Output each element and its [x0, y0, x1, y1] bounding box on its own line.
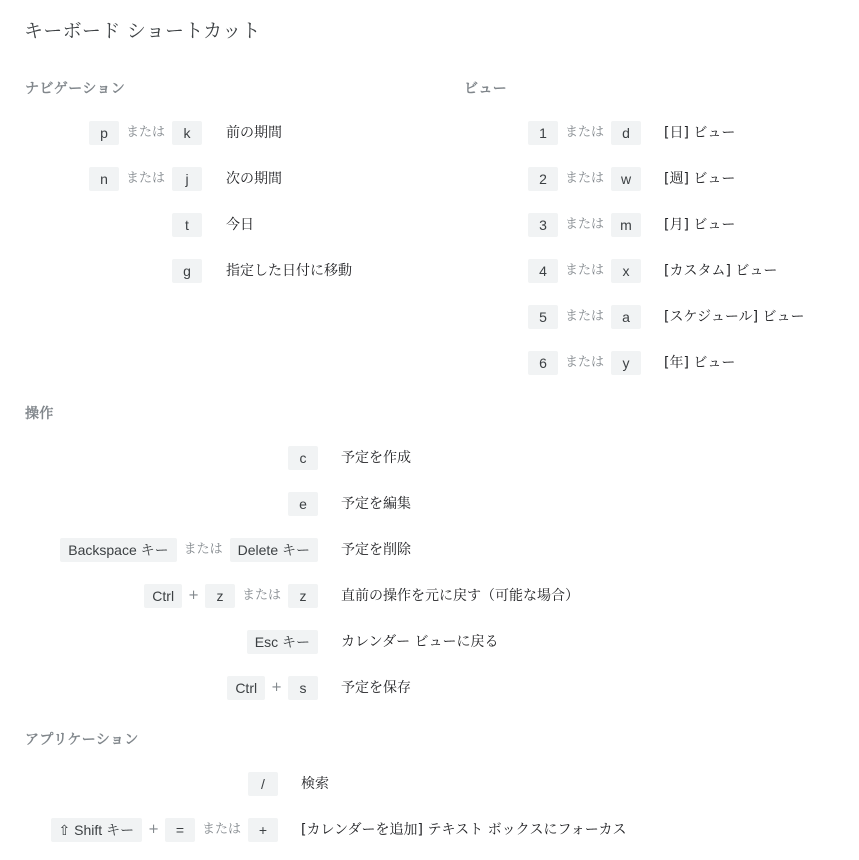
key-4: 4 [528, 259, 558, 283]
shortcut-row-year-view [440, 351, 859, 375]
key-e: e [288, 492, 318, 516]
key-m: m [611, 213, 641, 237]
shortcut-description: 予定を削除 [341, 542, 411, 558]
key-ctrl: Ctrl [144, 584, 182, 608]
key-t: t [172, 213, 202, 237]
shortcut-description: 検索 [301, 776, 329, 792]
key-x: x [611, 259, 641, 283]
key-j: j [172, 167, 202, 191]
shortcut-description: [カスタム] ビュー [664, 263, 778, 279]
or-separator: または [125, 125, 165, 140]
or-separator: または [183, 542, 223, 557]
shortcut-description: 指定した日付に移動 [226, 263, 352, 279]
shortcut-description: 予定を作成 [341, 450, 411, 466]
key-delete: Delete キー [230, 538, 318, 562]
shortcut-description: 予定を編集 [341, 496, 411, 512]
plus-separator: + [271, 680, 282, 695]
shortcut-row-schedule-view [440, 305, 859, 329]
key-3: 3 [528, 213, 558, 237]
shortcut-row-week-view [440, 167, 859, 191]
actions-section-heading: 操作 [25, 406, 54, 422]
key-backspace: Backspace キー [60, 538, 176, 562]
key-s: s [288, 676, 318, 700]
key-g: g [172, 259, 202, 283]
key-5: 5 [528, 305, 558, 329]
or-separator: または [564, 263, 604, 278]
key-k: k [172, 121, 202, 145]
shortcut-row-focus-add-calendar [0, 818, 859, 842]
shortcut-description: [スケジュール] ビュー [664, 309, 805, 325]
shortcut-row-month-view [440, 213, 859, 237]
plus-separator: + [148, 822, 159, 837]
key-w: w [611, 167, 641, 191]
shortcut-description: [月] ビュー [664, 217, 736, 233]
key-1: 1 [528, 121, 558, 145]
key-esc: Esc キー [247, 630, 318, 654]
key-c: c [288, 446, 318, 470]
key-plus: + [248, 818, 278, 842]
shortcut-row-back-to-calendar [0, 630, 859, 654]
shortcut-row-today [0, 213, 420, 237]
page-title: キーボード ショートカット [24, 20, 261, 42]
shortcut-row-search [0, 772, 859, 796]
or-separator: または [564, 171, 604, 186]
key-shift: ⇧ Shift キー [51, 818, 143, 842]
shortcut-row-previous-period [0, 121, 420, 145]
application-section-heading: アプリケーション [25, 732, 139, 748]
key-a: a [611, 305, 641, 329]
shortcut-row-save-event [0, 676, 859, 700]
shortcut-description: 今日 [226, 217, 254, 233]
or-separator: または [201, 822, 241, 837]
or-separator: または [125, 171, 165, 186]
key-ctrl: Ctrl [227, 676, 265, 700]
shortcut-row-day-view [440, 121, 859, 145]
shortcut-row-delete-event [0, 538, 859, 562]
key-z: z [205, 584, 235, 608]
shortcut-row-next-period [0, 167, 420, 191]
or-separator: または [564, 217, 604, 232]
shortcut-description: カレンダー ビューに戻る [341, 634, 499, 650]
shortcut-description: [カレンダーを追加] テキスト ボックスにフォーカス [301, 822, 627, 838]
shortcut-description: 直前の操作を元に戻す（可能な場合） [341, 588, 579, 604]
key-y: y [611, 351, 641, 375]
or-separator: または [241, 588, 281, 603]
shortcut-row-go-to-date [0, 259, 420, 283]
or-separator: または [564, 125, 604, 140]
key-2: 2 [528, 167, 558, 191]
shortcut-row-create-event [0, 446, 859, 470]
views-section-heading: ビュー [464, 81, 508, 97]
key-z-alt: z [288, 584, 318, 608]
key-p: p [89, 121, 119, 145]
or-separator: または [564, 309, 604, 324]
plus-separator: + [188, 588, 199, 603]
shortcut-description: 次の期間 [226, 171, 282, 187]
key-equals: = [165, 818, 195, 842]
key-d: d [611, 121, 641, 145]
shortcut-row-undo [0, 584, 859, 608]
or-separator: または [564, 355, 604, 370]
shortcut-description: 前の期間 [226, 125, 282, 141]
key-6: 6 [528, 351, 558, 375]
shortcut-description: [年] ビュー [664, 355, 736, 371]
navigation-section-heading: ナビゲーション [25, 81, 126, 97]
shortcut-row-custom-view [440, 259, 859, 283]
shortcut-description: [週] ビュー [664, 171, 736, 187]
shortcut-description: 予定を保存 [341, 680, 411, 696]
shortcut-row-edit-event [0, 492, 859, 516]
shortcut-description: [日] ビュー [664, 125, 736, 141]
key-n: n [89, 167, 119, 191]
key-slash: / [248, 772, 278, 796]
